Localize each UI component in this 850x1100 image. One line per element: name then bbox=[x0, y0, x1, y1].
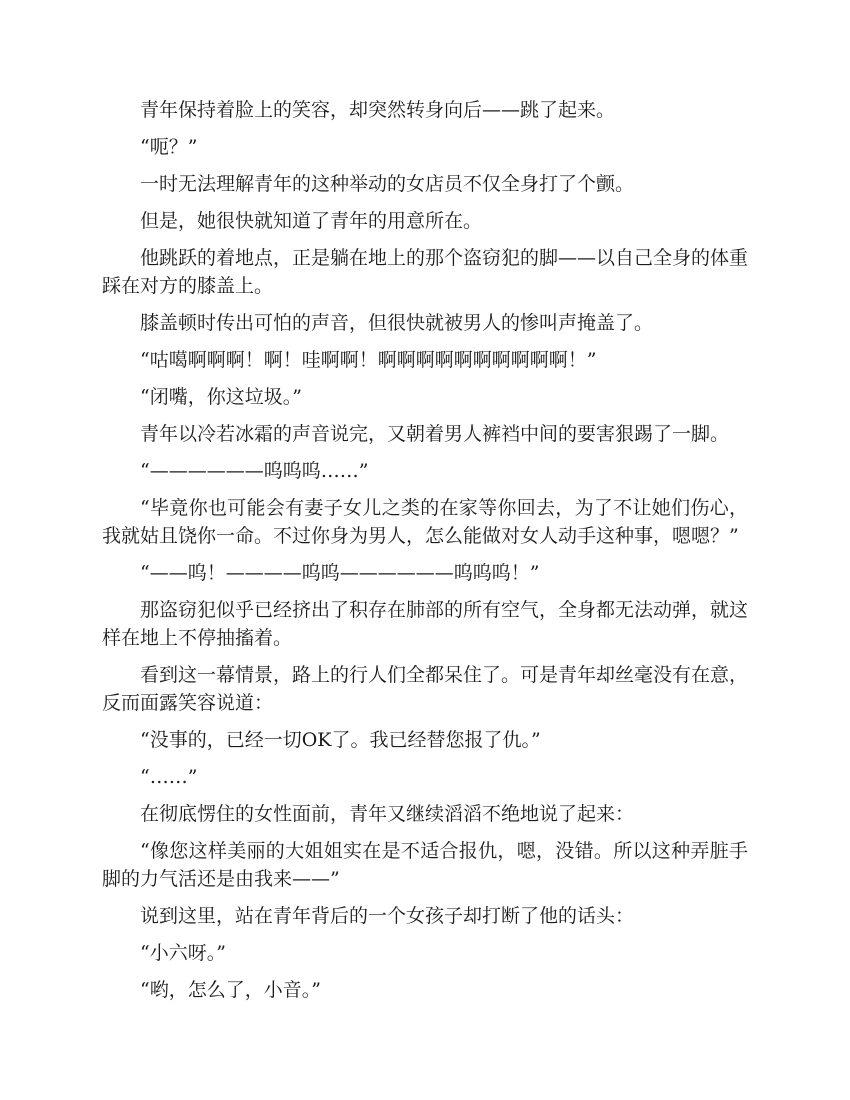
paragraph-17: 在彻底愣住的女性面前，青年又继续滔滔不绝地说了起来： bbox=[140, 803, 635, 825]
paragraph-13: 那盗窃犯似乎已经挤出了积存在肺部的所有空气，全身都无法动弹，就这样在地上不停抽搐着。 bbox=[102, 599, 749, 649]
paragraph-4: 但是，她很快就知道了青年的用意所在。 bbox=[140, 210, 483, 232]
paragraph-10: “——————呜呜呜……” bbox=[140, 460, 369, 482]
paragraph-18: “像您这样美丽的大姐姐实在是不适合报仇，嗯，没错。所以这种弄脏手脚的力气活还是由我来——” bbox=[102, 840, 748, 890]
paragraph-9: 青年以冷若冰霜的声音说完，又朝着男人裤裆中间的要害狠踢了一脚。 bbox=[140, 423, 730, 445]
paragraph-11: “毕竟你也可能会有妻子女儿之类的在家等你回去，为了不让她们伤心，我就姑且饶你一命。不过你身为男人，怎么能做对女人动手这种事，嗯嗯？” bbox=[102, 497, 748, 547]
paragraph-21: “哟，怎么了，小音。” bbox=[140, 979, 321, 1001]
paragraph-16: “……” bbox=[140, 766, 198, 788]
paragraph-7: “咕噶啊啊啊！啊！哇啊啊！啊啊啊啊啊啊啊啊啊啊！” bbox=[140, 349, 597, 371]
paragraph-14: 看到这一幕情景，路上的行人们全都呆住了。可是青年却丝毫没有在意，反而面露笑容说道： bbox=[102, 664, 749, 714]
paragraph-6: 膝盖顿时传出可怕的声音，但很快就被男人的惨叫声掩盖了。 bbox=[140, 312, 654, 334]
paragraph-15: “没事的，已经一切OK了。我已经替您报了仇。” bbox=[140, 729, 541, 751]
paragraph-3: 一时无法理解青年的这种举动的女店员不仅全身打了个颤。 bbox=[140, 173, 635, 195]
paragraph-1: 青年保持着脸上的笑容，却突然转身向后——跳了起来。 bbox=[140, 99, 616, 121]
paragraph-2: “呃？” bbox=[140, 136, 198, 158]
paragraph-5: 他跳跃的着地点，正是躺在地上的那个盗窃犯的脚——以自己全身的体重踩在对方的膝盖上。 bbox=[102, 247, 749, 297]
paragraph-12: “——呜！————呜呜——————呜呜呜！” bbox=[140, 562, 540, 584]
story-text bbox=[102, 96, 748, 1013]
paragraph-19: 说到这里，站在青年背后的一个女孩子却打断了他的话头： bbox=[140, 905, 635, 927]
paragraph-8: “闭嘴，你这垃圾。” bbox=[140, 386, 302, 408]
paragraph-20: “小六呀。” bbox=[140, 942, 226, 964]
